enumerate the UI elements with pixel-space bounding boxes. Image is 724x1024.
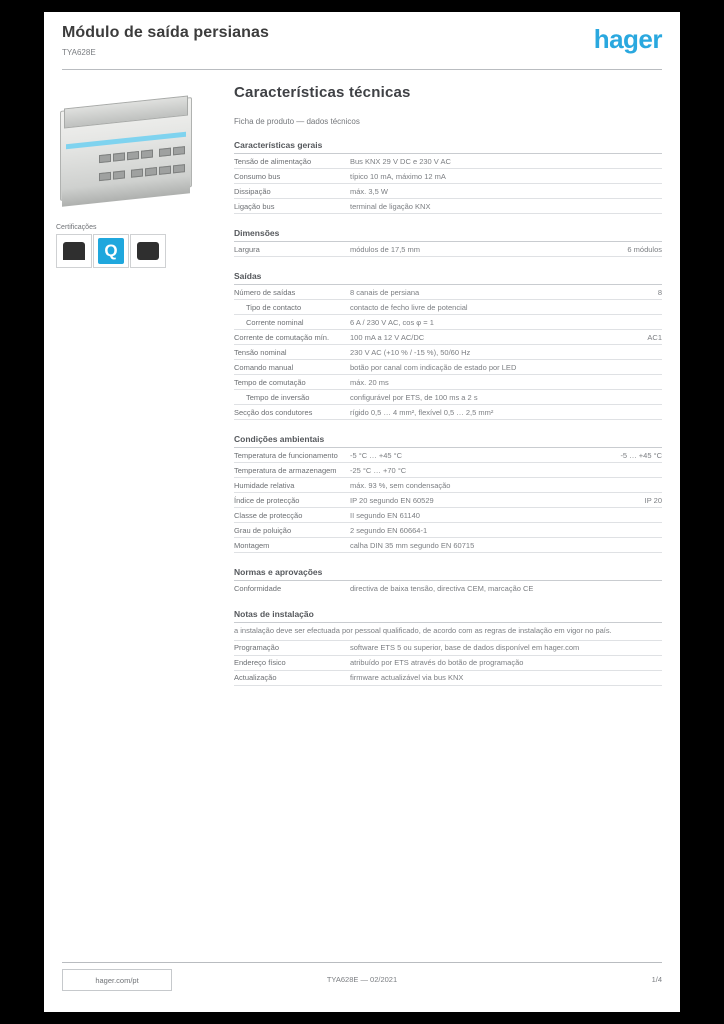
spec-row xyxy=(234,169,662,184)
certification-icons xyxy=(56,224,198,268)
spec-row xyxy=(234,375,662,390)
spec-value: -25 °C … +70 °C xyxy=(350,465,407,475)
spec-value: IP 20 segundo EN 60529 xyxy=(350,495,434,505)
spec-key: Número de saídas xyxy=(234,287,296,297)
product-image xyxy=(56,90,198,212)
spec-value: atribuído por ETS através do botão de programação xyxy=(350,658,524,668)
spec-row xyxy=(234,405,662,420)
spec-row xyxy=(234,671,662,686)
document-lead: Ficha de produto — dados técnicos xyxy=(234,117,360,126)
spec-row xyxy=(234,330,662,345)
spec-value: máx. 93 %, sem condensação xyxy=(350,480,451,490)
spec-row xyxy=(234,285,662,300)
spec-row xyxy=(234,199,662,214)
section-installation-notes xyxy=(234,605,662,686)
document-page xyxy=(44,12,680,1012)
footer-page-number: 1/4 xyxy=(651,975,662,984)
note-installation: a instalação deve ser efectuada por pessoal qualificado, de acordo com as regras de instalação em vigor no país. xyxy=(234,623,662,641)
spec-key: Secção dos condutores xyxy=(234,407,313,417)
page-footer xyxy=(62,962,662,996)
spec-value: 8 canais de persiana xyxy=(350,287,420,297)
spec-key: Humidade relativa xyxy=(234,480,295,490)
spec-value: 230 V AC (+10 % / -15 %), 50/60 Hz xyxy=(350,347,471,357)
spec-value: botão por canal com indicação de estado por LED xyxy=(350,362,517,372)
page-title: Módulo de saída persianas xyxy=(62,24,269,41)
spec-key: Corrente de comutação mín. xyxy=(234,332,330,342)
enclosure-dark-icon xyxy=(130,234,166,268)
section-outputs xyxy=(234,267,662,420)
spec-row xyxy=(234,641,662,656)
spec-value: Bus KNX 29 V DC e 230 V AC xyxy=(350,156,451,166)
spec-key: Grau de poluição xyxy=(234,525,292,535)
spec-extra: -5 … +45 °C xyxy=(620,450,662,460)
spec-key: Actualização xyxy=(234,673,277,683)
enclosure-icon xyxy=(56,234,92,268)
section-standards xyxy=(234,563,662,595)
spec-value: típico 10 mA, máximo 12 mA xyxy=(350,171,446,181)
page-subtitle: TYA628E xyxy=(62,48,96,57)
spec-value: módulos de 17,5 mm xyxy=(350,244,421,254)
section-heading: Características gerais xyxy=(234,136,662,154)
hager-logo: hager xyxy=(593,24,662,54)
section-environment xyxy=(234,430,662,553)
spec-key: Temperatura de armazenagem xyxy=(234,465,337,475)
spec-extra: 6 módulos xyxy=(627,244,662,254)
spec-key: Tempo de comutação xyxy=(234,377,306,387)
spec-value: rígido 0,5 … 4 mm², flexível 0,5 … 2,5 mm² xyxy=(350,407,494,417)
section-general xyxy=(234,136,662,214)
spec-value: directiva de baixa tensão, directiva CEM, marcação CE xyxy=(350,583,534,593)
spec-value: contacto de fecho livre de potencial xyxy=(350,302,468,312)
technical-data-content xyxy=(234,84,662,688)
spec-value: II segundo EN 61140 xyxy=(350,510,420,520)
spec-key: Largura xyxy=(234,244,260,254)
spec-value: 100 mA a 12 V AC/DC xyxy=(350,332,425,342)
spec-value: 2 segundo EN 60664-1 xyxy=(350,525,428,535)
spec-value: software ETS 5 ou superior, base de dados disponível em hager.com xyxy=(350,643,580,653)
spec-key: Dissipação xyxy=(234,186,271,196)
spec-row xyxy=(234,315,662,330)
section-heading: Normas e aprovações xyxy=(234,563,662,581)
spec-row xyxy=(234,154,662,169)
spec-value: 6 A / 230 V AC, cos φ = 1 xyxy=(350,317,434,327)
spec-key: Classe de protecção xyxy=(234,510,303,520)
spec-row xyxy=(234,478,662,493)
section-heading: Condições ambientais xyxy=(234,430,662,448)
spec-key: Montagem xyxy=(234,540,270,550)
spec-key: Tensão nominal xyxy=(234,347,287,357)
spec-row xyxy=(234,463,662,478)
spec-key: Endereço físico xyxy=(234,658,286,668)
footer-link[interactable]: hager.com/pt xyxy=(62,969,172,991)
spec-value: máx. 3,5 W xyxy=(350,186,388,196)
icon-caption: Certificações xyxy=(56,224,97,231)
spec-row xyxy=(234,508,662,523)
spec-row xyxy=(234,300,662,315)
spec-key: Tipo de contacto xyxy=(246,302,302,312)
section-heading: Saídas xyxy=(234,267,662,285)
spec-value: terminal de ligação KNX xyxy=(350,201,431,211)
section-heading: Dimensões xyxy=(234,224,662,242)
spec-extra: 8 xyxy=(657,287,662,297)
spec-row xyxy=(234,184,662,199)
spec-row xyxy=(234,242,662,257)
spec-row xyxy=(234,390,662,405)
spec-row xyxy=(234,523,662,538)
spec-row xyxy=(234,360,662,375)
spec-key: Ligação bus xyxy=(234,201,275,211)
spec-row xyxy=(234,493,662,508)
spec-value: configurável por ETS, de 100 ms a 2 s xyxy=(350,392,478,402)
spec-key: Temperatura de funcionamento xyxy=(234,450,338,460)
spec-key: Índice de protecção xyxy=(234,495,300,505)
spec-row xyxy=(234,538,662,553)
spec-extra: IP 20 xyxy=(644,495,662,505)
spec-key: Tensão de alimentação xyxy=(234,156,312,166)
section-heading: Notas de instalação xyxy=(234,605,662,623)
spec-extra: AC1 xyxy=(647,332,662,342)
spec-row xyxy=(234,656,662,671)
spec-value: firmware actualizável via bus KNX xyxy=(350,673,464,683)
spec-key: Comando manual xyxy=(234,362,294,372)
spec-row xyxy=(234,581,662,595)
spec-row xyxy=(234,345,662,360)
spec-value: máx. 20 ms xyxy=(350,377,389,387)
spec-key: Corrente nominal xyxy=(246,317,304,327)
spec-key: Consumo bus xyxy=(234,171,281,181)
document-title: Características técnicas xyxy=(234,84,411,101)
section-dimensions xyxy=(234,224,662,257)
spec-row xyxy=(234,448,662,463)
spec-key: Conformidade xyxy=(234,583,282,593)
spec-value: calha DIN 35 mm segundo EN 60715 xyxy=(350,540,475,550)
spec-key: Programação xyxy=(234,643,280,653)
quality-q-icon: Q xyxy=(93,234,129,268)
spec-key: Tempo de inversão xyxy=(246,392,310,402)
spec-value: -5 °C … +45 °C xyxy=(350,450,403,460)
footer-reference: TYA628E — 02/2021 xyxy=(326,975,398,984)
page-header xyxy=(62,22,662,70)
